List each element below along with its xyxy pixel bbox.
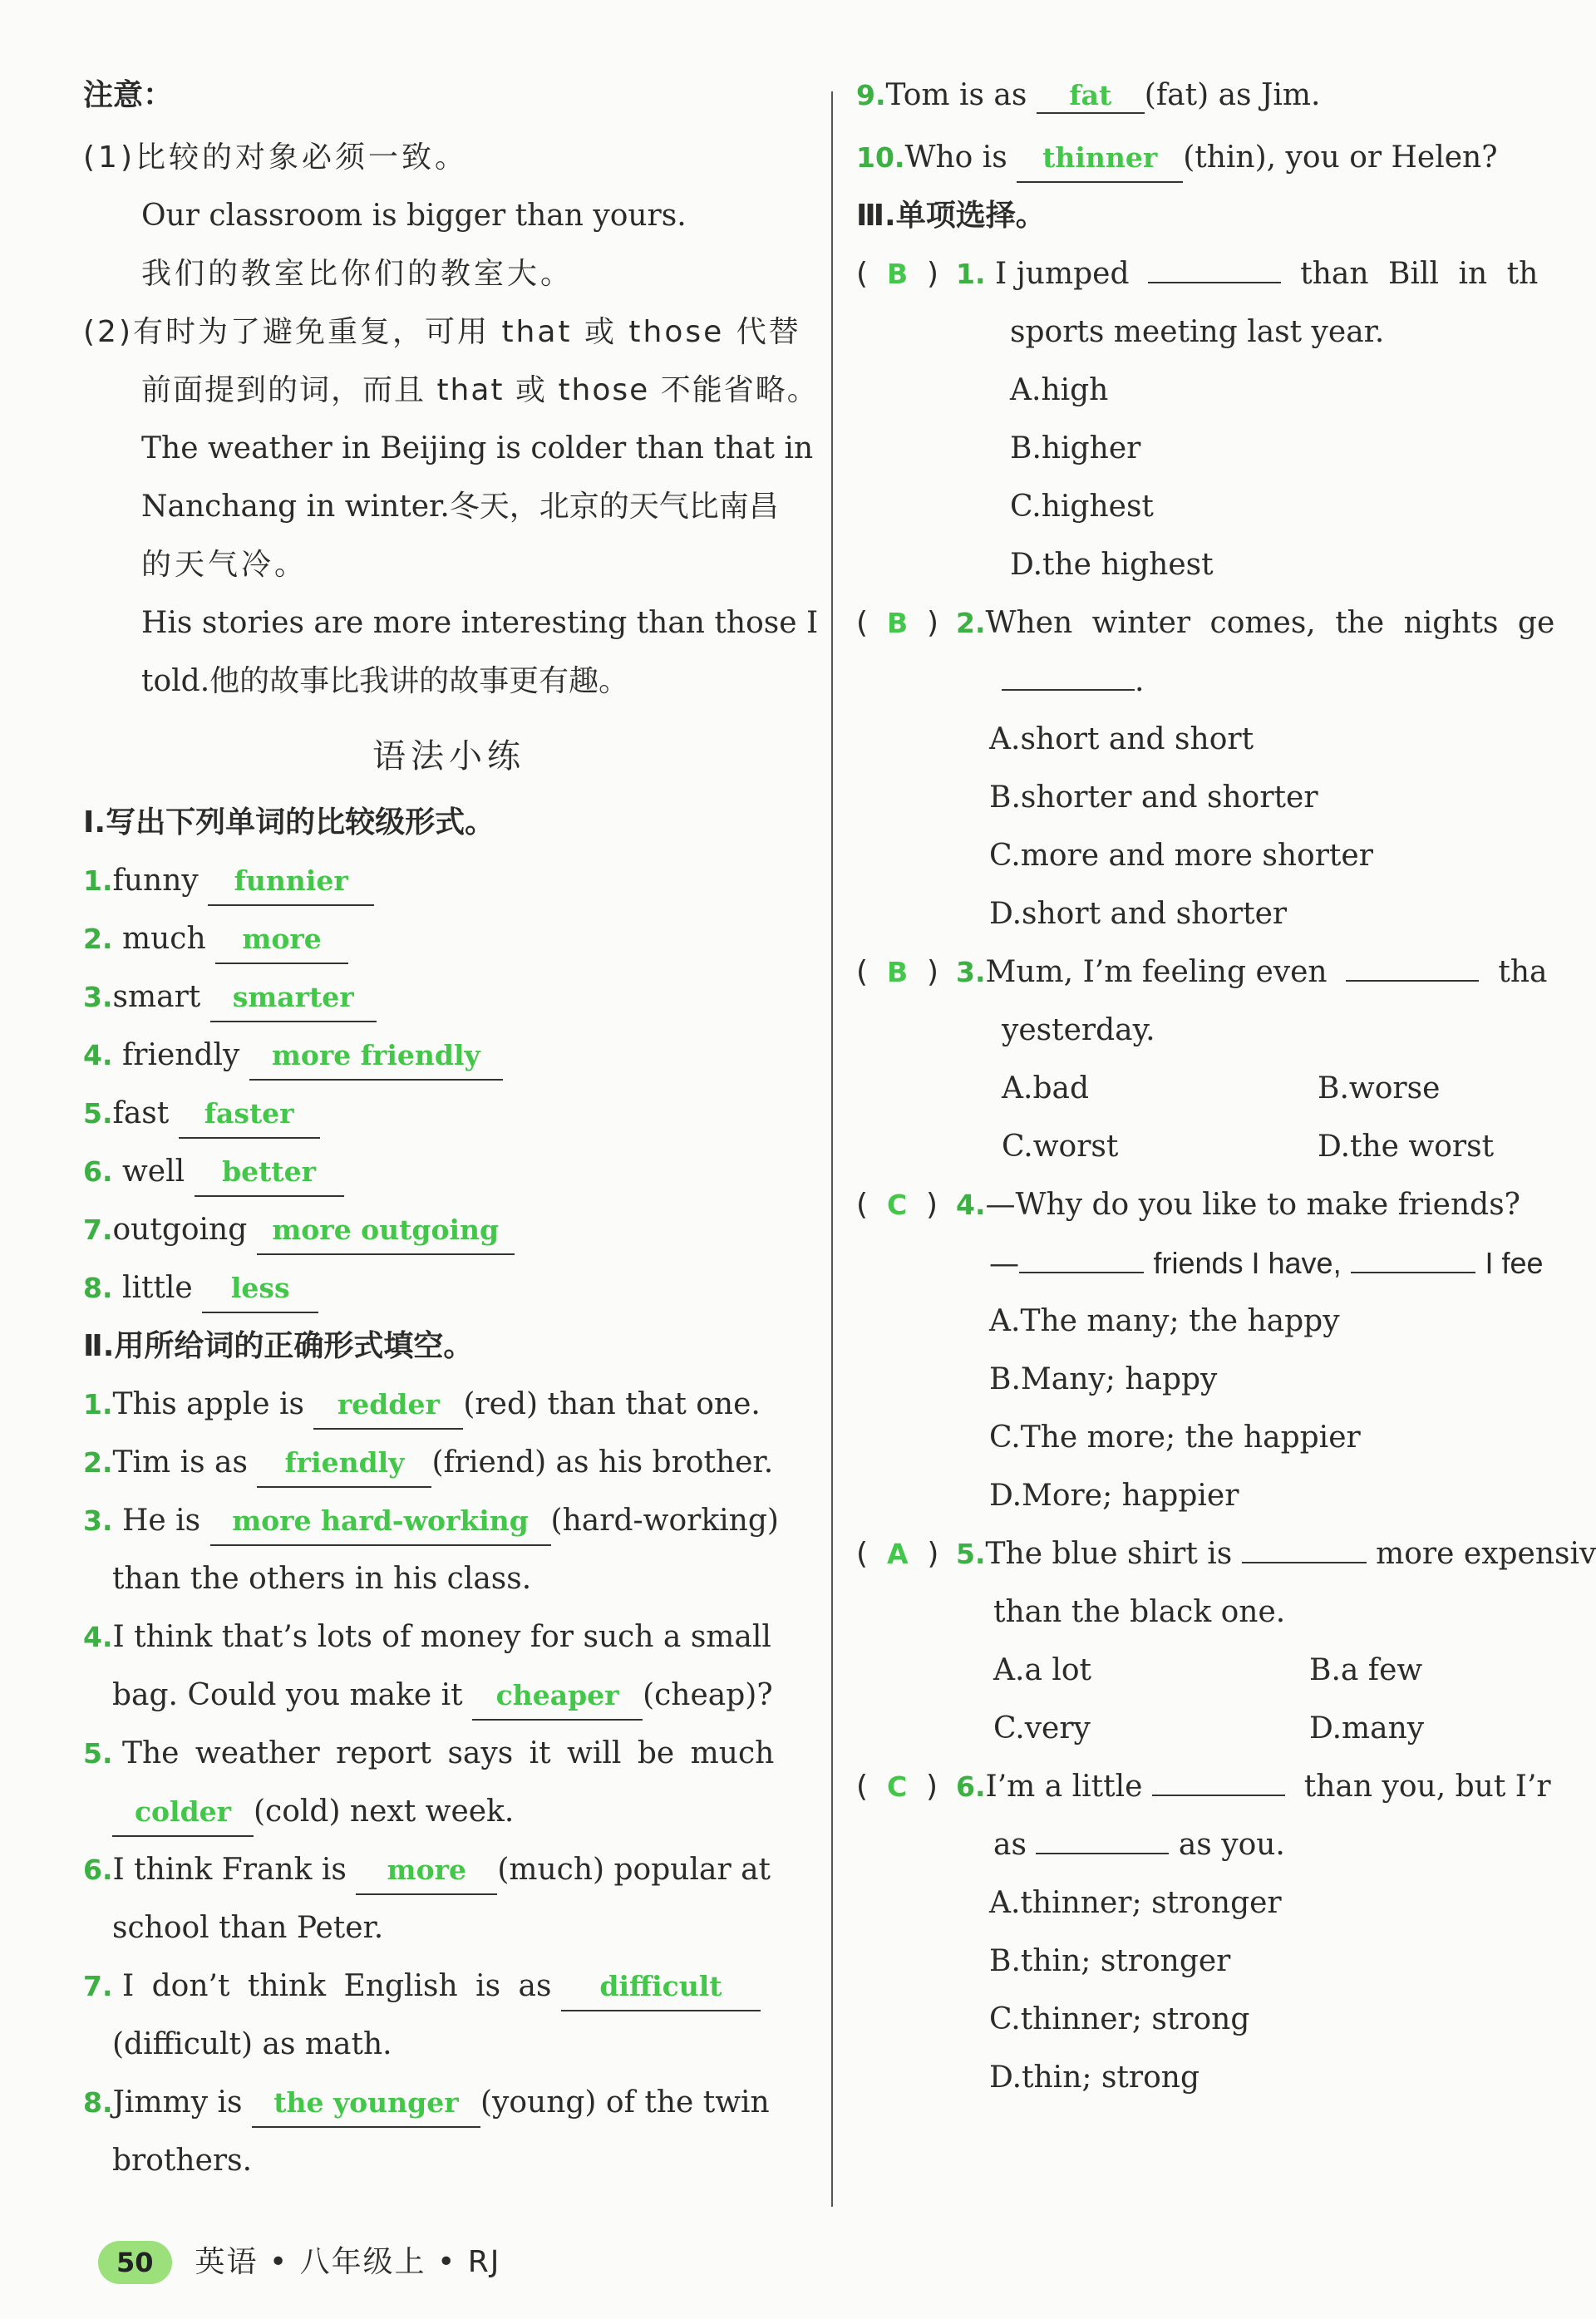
option[interactable]: A.a lot (993, 1653, 1092, 1687)
note-1-example-en: Our classroom is bigger than yours. (141, 199, 687, 233)
part2-q5-cont (83, 1783, 815, 1841)
part2-q4-cont (83, 1667, 815, 1725)
question-number: 6. (956, 1770, 986, 1803)
note-2-example-2a: His stories are more interesting than those I (141, 606, 819, 640)
question-text: I jumped (994, 257, 1130, 291)
part3-q6 (856, 1758, 1560, 1816)
answer-text: friendly (284, 1446, 405, 1479)
note-2-example-1b: Nanchang in winter.冬天，北京的天气比南昌 (141, 490, 779, 524)
answer-paren[interactable]: ( B ) (856, 606, 939, 640)
answer-blank[interactable] (202, 1265, 318, 1313)
item-number: 4. (83, 1039, 113, 1071)
answer-blank[interactable] (179, 1091, 320, 1139)
question-text: than the black one. (993, 1595, 1286, 1629)
item-word: friendly (121, 1038, 240, 1072)
question-text: I think that’s lots of money for such a small (112, 1620, 771, 1654)
question-text: This apple is (112, 1387, 304, 1421)
question-text: (cheap)? (643, 1678, 773, 1712)
option[interactable]: B.thin; stronger (989, 1944, 1231, 1978)
answer-paren[interactable]: ( B ) (856, 955, 939, 989)
option[interactable]: A.thinner; stronger (989, 1886, 1282, 1920)
option[interactable]: D.many (1309, 1711, 1425, 1745)
part3-q3-cont (856, 1002, 1560, 1060)
part2-q10 (856, 129, 1560, 187)
page-number-badge: 50 (98, 2241, 172, 2284)
item-number: 5. (83, 1097, 113, 1130)
question-text: (young) of the twin (480, 2085, 770, 2120)
part3-q3 (856, 943, 1560, 1002)
question-text: I’m a little (985, 1770, 1143, 1804)
question-number: 2. (83, 1446, 113, 1479)
part2-q3-cont (83, 1550, 815, 1608)
answer-text: redder (337, 1388, 440, 1420)
answer-blank[interactable] (112, 1789, 254, 1837)
answer-text: difficult (599, 1970, 722, 2002)
answer-text: more (242, 923, 322, 955)
option[interactable]: B.shorter and shorter (989, 780, 1318, 815)
right-column (856, 78, 1596, 2107)
part1-item (83, 968, 815, 1027)
option-row (856, 1118, 1560, 1176)
left-column (83, 78, 819, 2190)
answer-blank[interactable] (561, 1963, 761, 2011)
option[interactable]: B.worse (1318, 1071, 1441, 1105)
option[interactable]: B.Many; happy (989, 1362, 1218, 1396)
question-text: (cold) next week. (254, 1795, 515, 1829)
question-text: yesterday. (1002, 1013, 1155, 1047)
answer-blank[interactable] (210, 1498, 551, 1546)
question-number: 2. (956, 607, 986, 639)
option[interactable]: C.more and more shorter (989, 839, 1373, 873)
answer-text: fat (1069, 79, 1112, 111)
practice-title: 语法小练 (372, 737, 525, 775)
question-text: Tim is as (112, 1445, 248, 1480)
answer-text: thinner (1042, 141, 1158, 174)
item-number: 1. (83, 864, 113, 897)
option[interactable]: D.the worst (1318, 1130, 1495, 1164)
question-number: 4. (83, 1621, 113, 1653)
answer-blank[interactable] (1037, 79, 1145, 114)
option[interactable]: A.short and short (989, 722, 1254, 756)
question-number: 9. (856, 79, 886, 111)
answer-text: more hard-working (232, 1504, 529, 1537)
option[interactable]: C.highest (1010, 490, 1154, 524)
answer-blank[interactable] (249, 1032, 503, 1081)
question-text: tha (1498, 955, 1548, 989)
part3-q2 (856, 594, 1560, 652)
question-text: (difficult) as math. (112, 2027, 392, 2061)
option[interactable]: C.The more; the happier (989, 1420, 1361, 1455)
note-2-example-1c: 的天气冷。 (141, 548, 308, 582)
answer-blank[interactable] (313, 1381, 463, 1430)
item-number: 2. (83, 923, 113, 955)
part2-q6-cont (83, 1899, 815, 1957)
option[interactable]: D.the highest (1010, 548, 1214, 582)
answer-paren[interactable]: ( A ) (856, 1537, 939, 1571)
part1-item (83, 1085, 815, 1143)
question-number: 7. (83, 1970, 113, 2002)
question-number: 1. (83, 1388, 113, 1420)
footer-subject: 英语 • 八年级上 • RJ (195, 2245, 501, 2279)
item-number: 8. (83, 1272, 113, 1304)
answer-blank[interactable] (195, 1149, 344, 1197)
option[interactable]: A.bad (1002, 1071, 1089, 1105)
answer-blank[interactable] (1242, 1562, 1367, 1563)
part1-item (83, 1201, 815, 1259)
part2-q1 (83, 1376, 815, 1434)
question-number: 1. (956, 258, 986, 290)
answer-text: less (230, 1272, 290, 1304)
part2-q9 (856, 79, 1560, 129)
answer-text: funnier (234, 864, 348, 897)
option[interactable]: D.thin; strong (989, 2061, 1200, 2095)
answer-text: faster (204, 1097, 294, 1130)
question-text: I don’t think English is as (121, 1969, 552, 2003)
answer-blank[interactable] (1017, 135, 1183, 183)
item-number: 6. (83, 1155, 113, 1188)
option-row (856, 1700, 1560, 1758)
option[interactable]: B.higher (1010, 431, 1141, 465)
question-text: (fat) as Jim. (1144, 78, 1321, 112)
question-text: I fee (1485, 1246, 1544, 1280)
part1-title: Ⅰ.写出下列单词的比较级形式。 (83, 805, 495, 839)
choice-answer: B (886, 607, 909, 639)
item-number: 7. (83, 1214, 113, 1246)
part1-item (83, 852, 815, 910)
note-2-example-2b: told.他的故事比我讲的故事更有趣。 (141, 664, 629, 698)
option[interactable]: D.More; happier (989, 1479, 1239, 1513)
item-word: smart (112, 980, 201, 1014)
answer-blank[interactable] (1002, 689, 1135, 691)
question-number: 6. (83, 1854, 113, 1886)
item-word: much (121, 922, 206, 956)
answer-blank[interactable] (257, 1440, 431, 1488)
part2-title: Ⅱ.用所给词的正确形式填空。 (83, 1329, 474, 1363)
answer-blank[interactable] (472, 1672, 643, 1721)
question-number: 3. (83, 1504, 113, 1537)
answer-blank[interactable] (1351, 1272, 1475, 1273)
question-number: 10. (856, 141, 905, 174)
answer-text: the younger (273, 2086, 459, 2119)
page-footer (98, 2236, 500, 2286)
question-text: Jimmy is (112, 2085, 243, 2120)
question-text: Who is (904, 140, 1007, 175)
column-divider (831, 91, 833, 2207)
question-number: 5. (956, 1538, 986, 1570)
notes-heading: 注意： (83, 78, 174, 112)
note-2-line-a: (2)有时为了避免重复，可用 that 或 those 代替 (83, 315, 801, 349)
item-word: funny (112, 864, 199, 898)
part3-q4 (856, 1176, 1560, 1234)
answer-text: more outgoing (272, 1214, 500, 1246)
choice-answer: C (886, 1770, 908, 1803)
answer-blank[interactable] (356, 1847, 497, 1895)
question-number: 3. (956, 956, 986, 988)
answer-blank[interactable] (215, 916, 348, 964)
question-text: The weather report says it will be much (121, 1736, 775, 1770)
choice-answer: A (886, 1538, 909, 1570)
question-text: — (989, 1247, 1019, 1281)
answer-blank[interactable] (252, 2080, 480, 2128)
answer-blank[interactable] (257, 1207, 515, 1255)
answer-text: cheaper (495, 1679, 619, 1711)
part2-q7 (83, 1957, 815, 2016)
note-2-line-b: 前面提到的词，而且 that 或 those 不能省略。 (141, 373, 819, 407)
question-text: (thin), you or Helen? (1183, 140, 1498, 175)
question-text: (friend) as his brother. (431, 1445, 774, 1480)
note-2-example-1a: The weather in Beijing is colder than that in (141, 431, 814, 465)
answer-paren[interactable]: ( B ) (856, 257, 939, 291)
choice-answer: C (886, 1189, 908, 1221)
option[interactable]: A.The many; the happy (989, 1304, 1340, 1338)
answer-blank[interactable] (210, 974, 377, 1022)
part2-q6 (83, 1841, 815, 1899)
choice-answer: B (886, 956, 909, 988)
question-text: friends I have, (1153, 1246, 1342, 1280)
question-text: (hard-working) (550, 1504, 779, 1538)
answer-text: smarter (232, 981, 354, 1013)
part1-item (83, 1027, 815, 1085)
question-text: The blue shirt is (985, 1537, 1233, 1571)
part3-q6-cont (856, 1816, 1560, 1874)
choice-answer: B (886, 258, 909, 290)
option[interactable]: B.a few (1309, 1653, 1423, 1687)
answer-text: more friendly (271, 1039, 480, 1071)
question-text: When winter comes, the nights ge (985, 606, 1555, 640)
part3-q5 (856, 1525, 1596, 1583)
part2-q8 (83, 2074, 815, 2132)
option[interactable]: D.short and shorter (989, 897, 1288, 931)
answer-blank[interactable] (1148, 282, 1281, 283)
part2-q3 (83, 1492, 815, 1550)
item-word: outgoing (112, 1213, 248, 1247)
question-text: Tom is as (885, 78, 1027, 112)
question-number: 8. (83, 2086, 113, 2119)
part3-q1 (856, 245, 1560, 303)
part1-item (83, 1143, 815, 1201)
answer-text: colder (134, 1795, 232, 1828)
answer-text: more (387, 1854, 466, 1886)
item-word: fast (112, 1096, 170, 1130)
option-row (856, 1642, 1560, 1700)
question-number: 5. (83, 1737, 113, 1770)
question-text: Mum, I’m feeling even (985, 955, 1328, 989)
note-1-example-cn: 我们的教室比你们的教室大。 (141, 257, 574, 291)
option[interactable]: C.thinner; strong (989, 2002, 1250, 2036)
option[interactable]: C.very (993, 1711, 1091, 1745)
answer-blank[interactable] (208, 858, 374, 906)
question-text: (much) popular at (497, 1853, 771, 1887)
question-text: (red) than that one. (463, 1387, 761, 1421)
part2-q2 (83, 1434, 815, 1492)
note-1: (1)比较的对象必须一致。 (83, 140, 468, 175)
question-text: school than Peter. (112, 1911, 384, 1945)
question-text: I think Frank is (112, 1853, 347, 1887)
part2-q7-cont (83, 2016, 815, 2074)
question-text: bag. Could you make it (112, 1678, 463, 1712)
answer-blank[interactable] (1346, 980, 1479, 982)
answer-paren[interactable]: ( C ) (856, 1188, 938, 1222)
question-text: —Why do you like to make friends? (985, 1188, 1520, 1222)
answer-blank[interactable] (1019, 1272, 1144, 1273)
question-text: than Bill in th (1300, 257, 1539, 291)
option[interactable]: A.high (1010, 373, 1109, 407)
part2-q5 (83, 1725, 815, 1783)
question-text: than you, but I’r (1303, 1770, 1551, 1804)
part1-item (83, 910, 815, 968)
option[interactable]: C.worst (1002, 1130, 1119, 1164)
option-row (856, 1060, 1560, 1118)
item-number: 3. (83, 981, 113, 1013)
part3-title: Ⅲ.单项选择。 (856, 199, 1046, 233)
item-word: well (121, 1155, 185, 1189)
part1-item (83, 1259, 815, 1317)
answer-paren[interactable]: ( C ) (856, 1770, 938, 1804)
question-text: sports meeting last year. (1010, 315, 1385, 349)
part2-q4 (83, 1608, 815, 1667)
question-text: than the others in his class. (112, 1562, 532, 1596)
question-text: He is (121, 1504, 201, 1538)
question-text: as you. (1178, 1828, 1285, 1862)
part2-q8-cont (83, 2132, 815, 2190)
question-text: as (993, 1828, 1027, 1862)
part3-q2-cont: . (856, 652, 1560, 711)
answer-blank[interactable] (1036, 1853, 1169, 1854)
question-number: 4. (956, 1189, 986, 1221)
part3-q5-cont (856, 1583, 1560, 1642)
question-text: brothers. (112, 2144, 253, 2178)
answer-blank[interactable] (1152, 1795, 1285, 1796)
item-word: little (121, 1271, 193, 1305)
part3-q4-cont (856, 1234, 1560, 1292)
question-text: more expensiv (1376, 1537, 1596, 1571)
part3-q1-cont (856, 303, 1560, 362)
answer-text: better (222, 1155, 317, 1188)
